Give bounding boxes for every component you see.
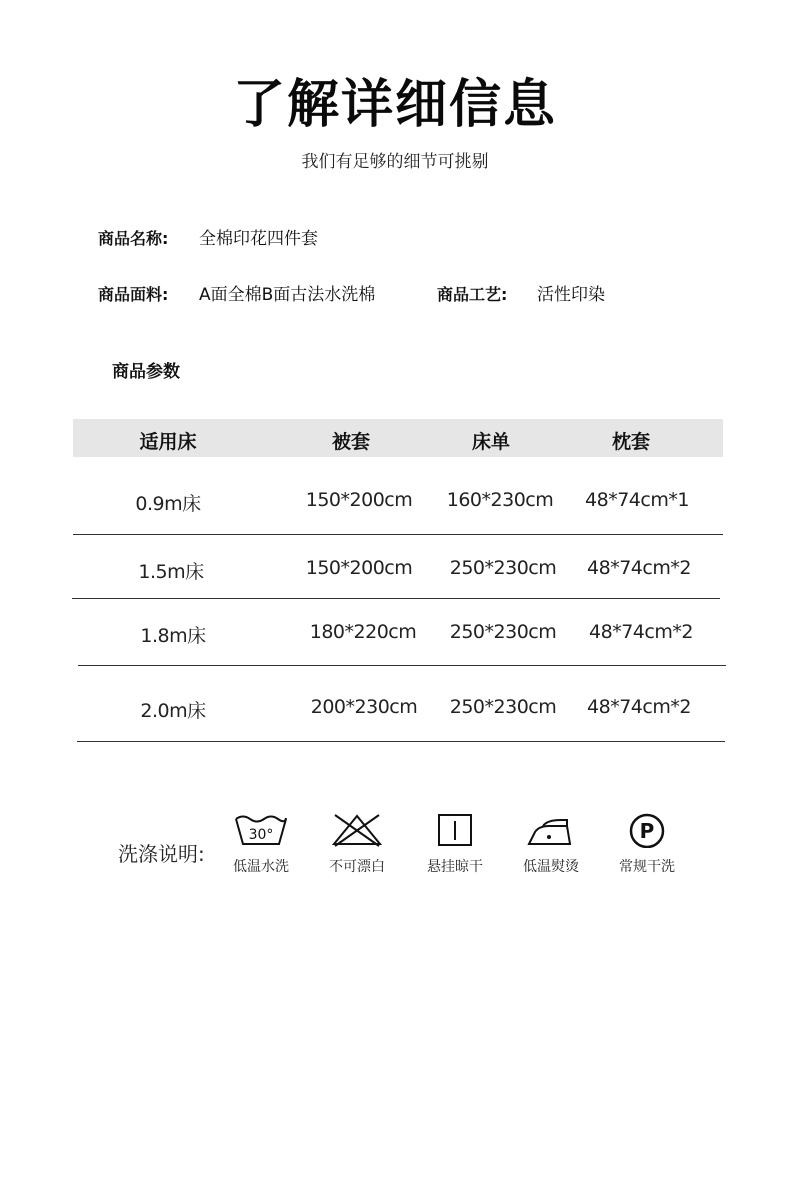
table-cell-sheet: 160*230cm [446,489,554,511]
no-bleach-icon [329,812,385,848]
table-cell-pillowcase: 48*74cm*2 [589,621,693,643]
table-cell-bed-size: 1.8m床 [140,625,206,647]
params-section-title: 商品参数 [112,362,180,382]
table-cell-bed-size: 0.9m床 [135,493,201,515]
hang-dry-icon [427,812,483,848]
product-craft-value: 活性印染 [537,285,605,305]
care-label-low-temp-iron: 低温熨烫 [523,859,579,875]
table-header-bed-size: 适用床 [139,431,197,453]
row-divider [72,598,720,599]
product-fabric-label: 商品面料: [98,285,169,304]
product-name-value: 全棉印花四件套 [199,229,318,249]
care-instructions-label: 洗涤说明: [118,842,205,866]
table-cell-duvet-cover: 150*200cm [305,557,413,579]
page-subtitle: 我们有足够的细节可挑剔 [301,152,489,172]
care-item-dry-clean [602,812,692,876]
table-cell-duvet-cover: 200*230cm [310,696,418,718]
care-item-hang-dry [410,812,500,876]
table-cell-pillowcase: 48*74cm*1 [585,489,689,511]
table-cell-pillowcase: 48*74cm*2 [587,557,691,579]
table-cell-bed-size: 2.0m床 [140,700,206,722]
care-item-low-temp-wash [216,812,306,876]
table-cell-sheet: 250*230cm [449,621,557,643]
page-title: 了解详细信息 [232,75,557,135]
table-cell-pillowcase: 48*74cm*2 [587,696,691,718]
table-cell-sheet: 250*230cm [449,696,557,718]
table-cell-bed-size: 1.5m床 [138,561,204,583]
row-divider [78,665,726,666]
care-label-dry-clean: 常规干洗 [619,859,675,875]
table-header-duvet-cover: 被套 [331,431,371,453]
product-name-label: 商品名称: [98,229,169,248]
row-divider [73,534,723,535]
table-cell-duvet-cover: 180*220cm [309,621,417,643]
table-cell-sheet: 250*230cm [449,557,557,579]
care-label-hang-dry: 悬挂晾干 [427,859,483,875]
wash-30-icon [233,812,289,848]
care-label-low-temp-wash: 低温水洗 [233,859,289,875]
care-label-no-bleach: 不可漂白 [329,859,385,875]
care-item-low-temp-iron [506,812,596,876]
product-craft-label: 商品工艺: [437,285,508,304]
svg-text:P: P [639,819,655,843]
table-header-sheet: 床单 [471,431,511,453]
svg-text:30°: 30° [248,827,274,843]
product-fabric-value: A面全棉B面古法水洗棉 [199,285,376,305]
iron-low-icon [523,812,579,848]
table-cell-duvet-cover: 150*200cm [305,489,413,511]
row-divider [77,741,725,742]
care-item-no-bleach [312,812,402,876]
table-header-pillowcase: 枕套 [611,431,651,453]
dry-clean-p-icon [619,812,675,848]
